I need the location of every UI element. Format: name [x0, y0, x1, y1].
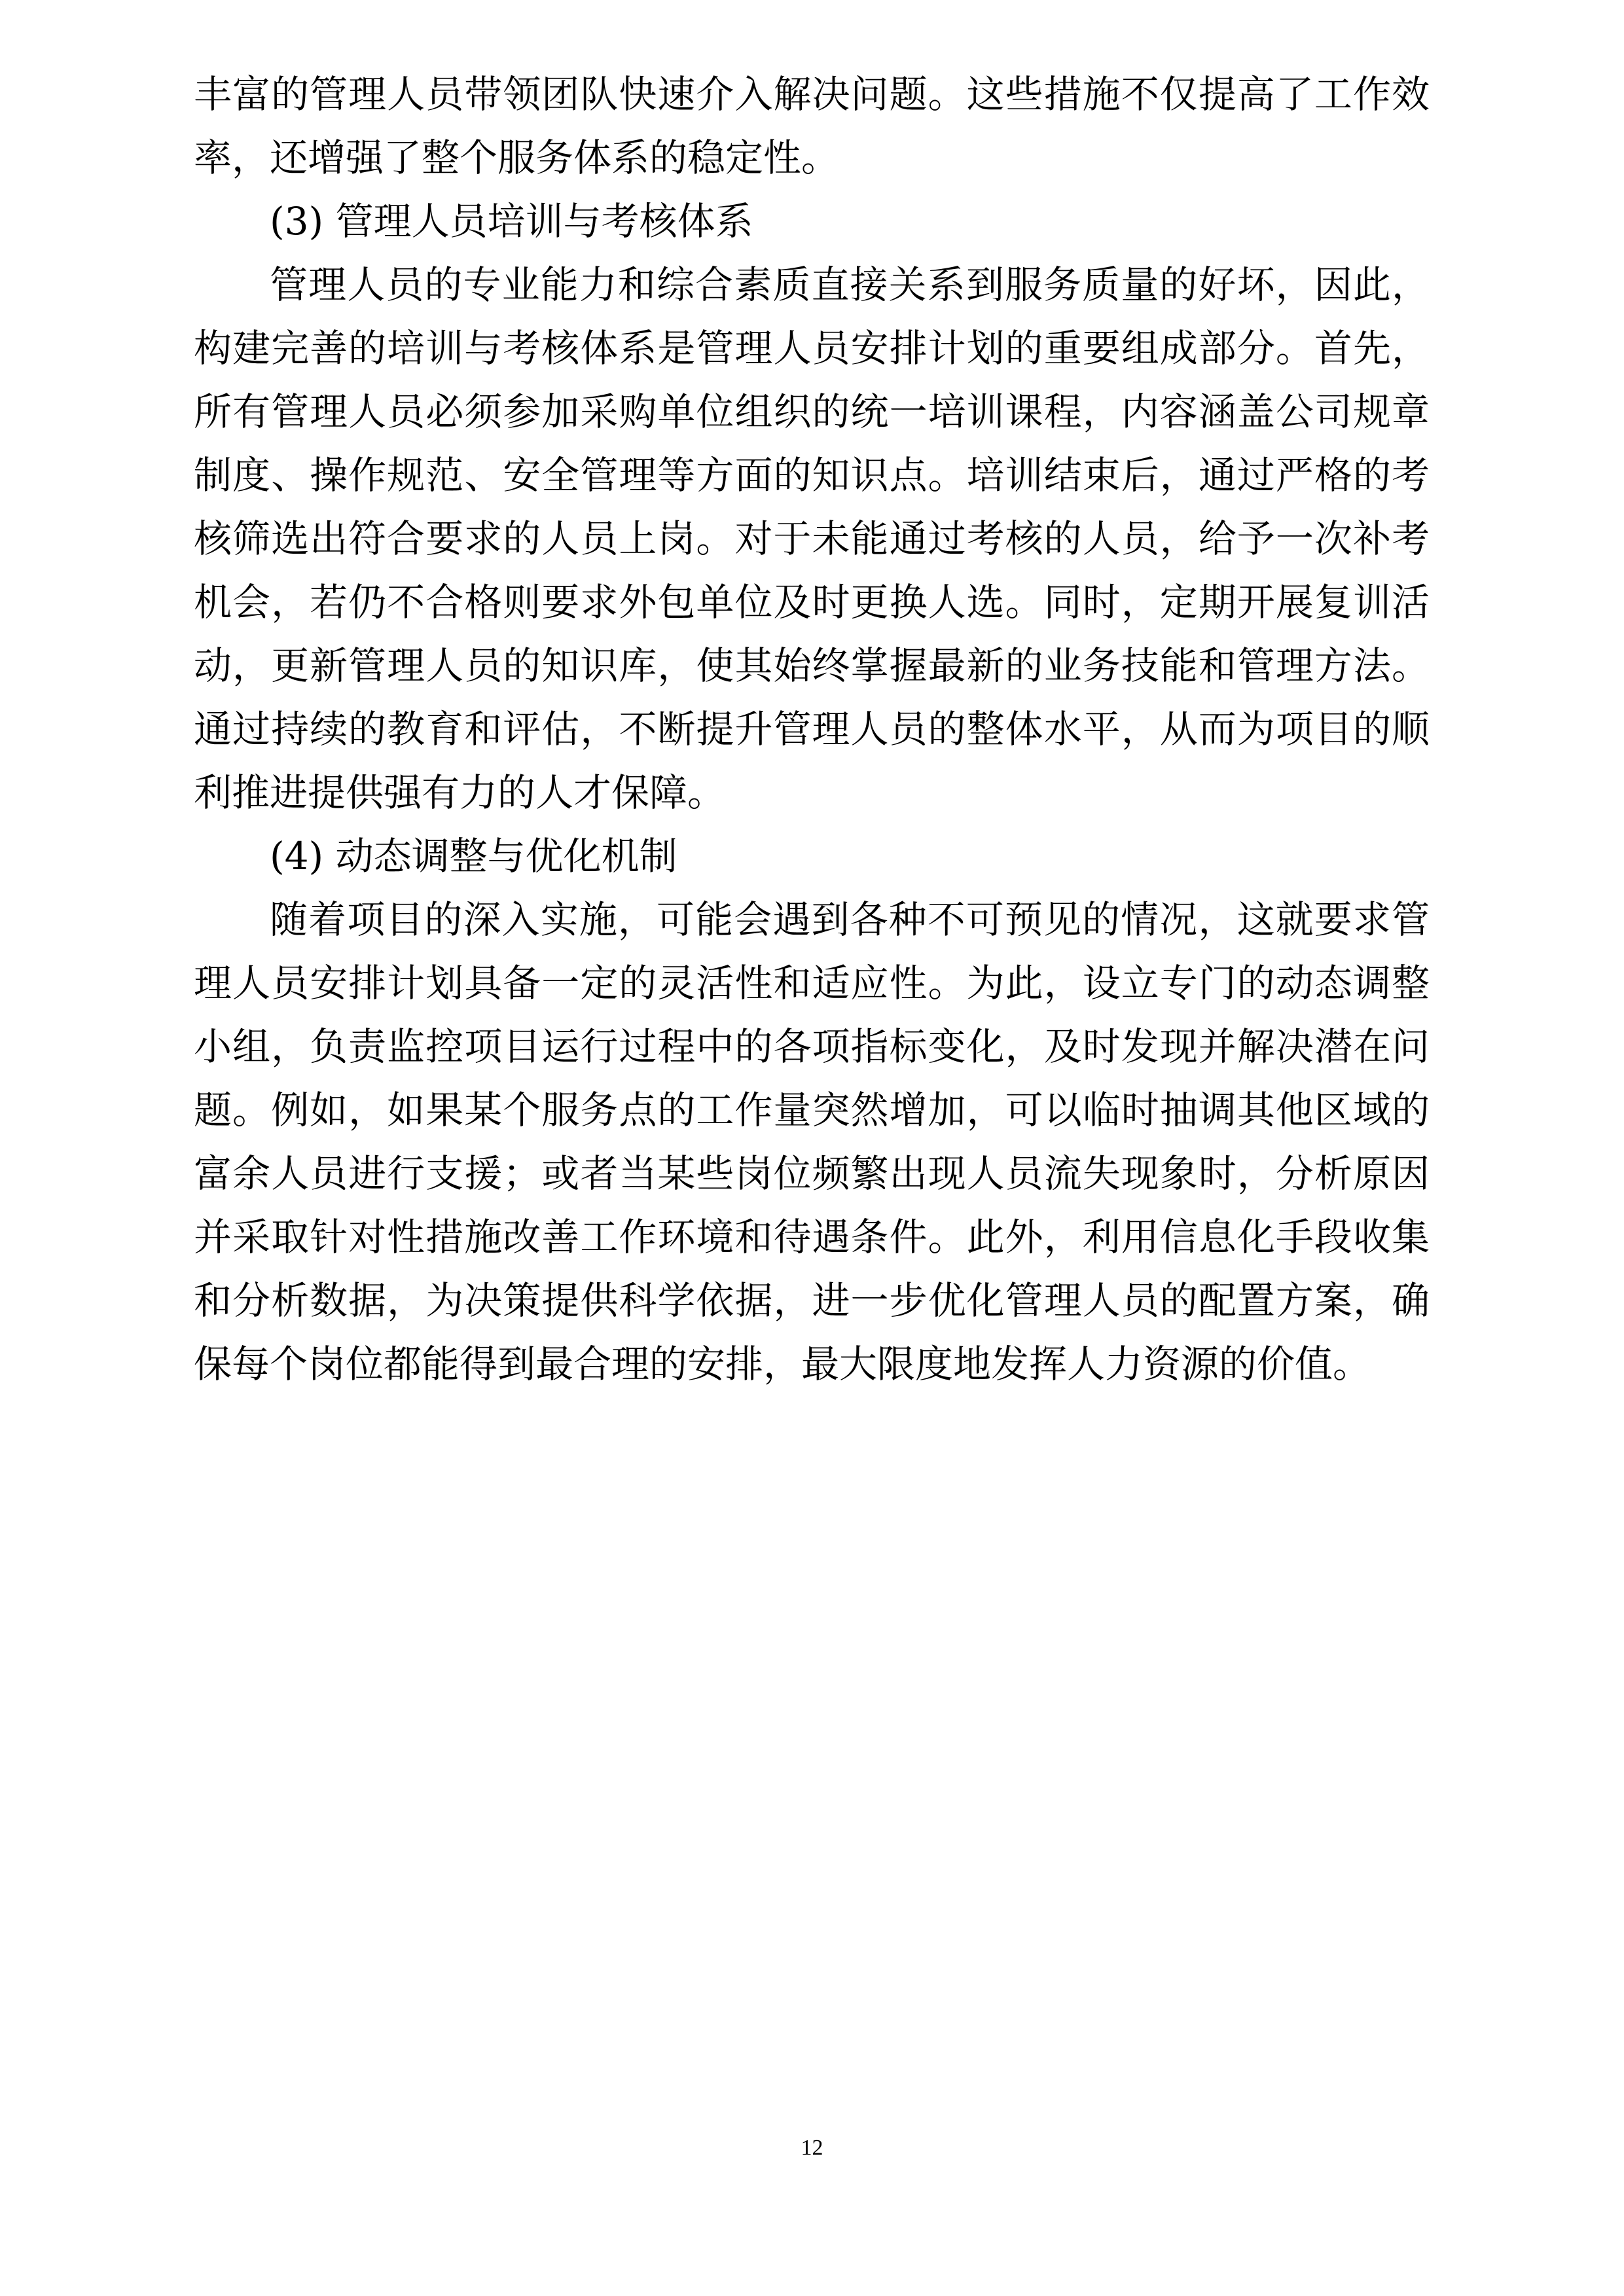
body-line: 丰富的管理人员带领团队快速介入解决问题。这些措施不仅提高了工作效	[194, 72, 1430, 117]
section-heading-4: (4) 动态调整与优化机制	[270, 834, 677, 878]
body-line: 并采取针对性措施改善工作环境和待遇条件。此外，利用信息化手段收集	[194, 1215, 1430, 1259]
body-line: 和分析数据，为决策提供科学依据，进一步优化管理人员的配置方案，确	[194, 1278, 1430, 1323]
document-body	[194, 63, 1430, 1396]
section-heading-3: (3) 管理人员培训与考核体系	[270, 199, 753, 243]
body-line: 题。例如，如果某个服务点的工作量突然增加，可以临时抽调其他区域的	[194, 1088, 1430, 1132]
body-line: 制度、操作规范、安全管理等方面的知识点。培训结束后，通过严格的考	[194, 453, 1430, 497]
body-line: 保每个岗位都能得到最合理的安排，最大限度地发挥人力资源的价值。	[194, 1342, 1371, 1386]
body-line: 核筛选出符合要求的人员上岗。对于未能通过考核的人员，给予一次补考	[194, 516, 1430, 561]
body-line: 机会，若仍不合格则要求外包单位及时更换人选。同时，定期开展复训活	[194, 580, 1430, 624]
body-line: 理人员安排计划具备一定的灵活性和适应性。为此，设立专门的动态调整	[194, 961, 1430, 1005]
body-line: 管理人员的专业能力和综合素质直接关系到服务质量的好坏，因此，	[270, 262, 1430, 307]
body-line: 通过持续的教育和评估，不断提升管理人员的整体水平，从而为项目的顺	[194, 707, 1430, 751]
body-line: 小组，负责监控项目运行过程中的各项指标变化，及时发现并解决潜在问	[194, 1024, 1430, 1069]
body-line: 所有管理人员必须参加采购单位组织的统一培训课程，内容涵盖公司规章	[194, 389, 1430, 434]
body-line: 率，还增强了整个服务体系的稳定性。	[194, 135, 840, 180]
body-line: 随着项目的深入实施，可能会遇到各种不可预见的情况，这就要求管	[270, 897, 1430, 942]
body-line: 动，更新管理人员的知识库，使其始终掌握最新的业务技能和管理方法。	[194, 643, 1430, 688]
body-line: 利推进提供强有力的人才保障。	[194, 770, 726, 815]
body-line: 构建完善的培训与考核体系是管理人员安排计划的重要组成部分。首先，	[194, 326, 1430, 370]
page-number: 12	[801, 2136, 823, 2160]
body-line: 富余人员进行支援；或者当某些岗位频繁出现人员流失现象时，分析原因	[194, 1151, 1430, 1196]
